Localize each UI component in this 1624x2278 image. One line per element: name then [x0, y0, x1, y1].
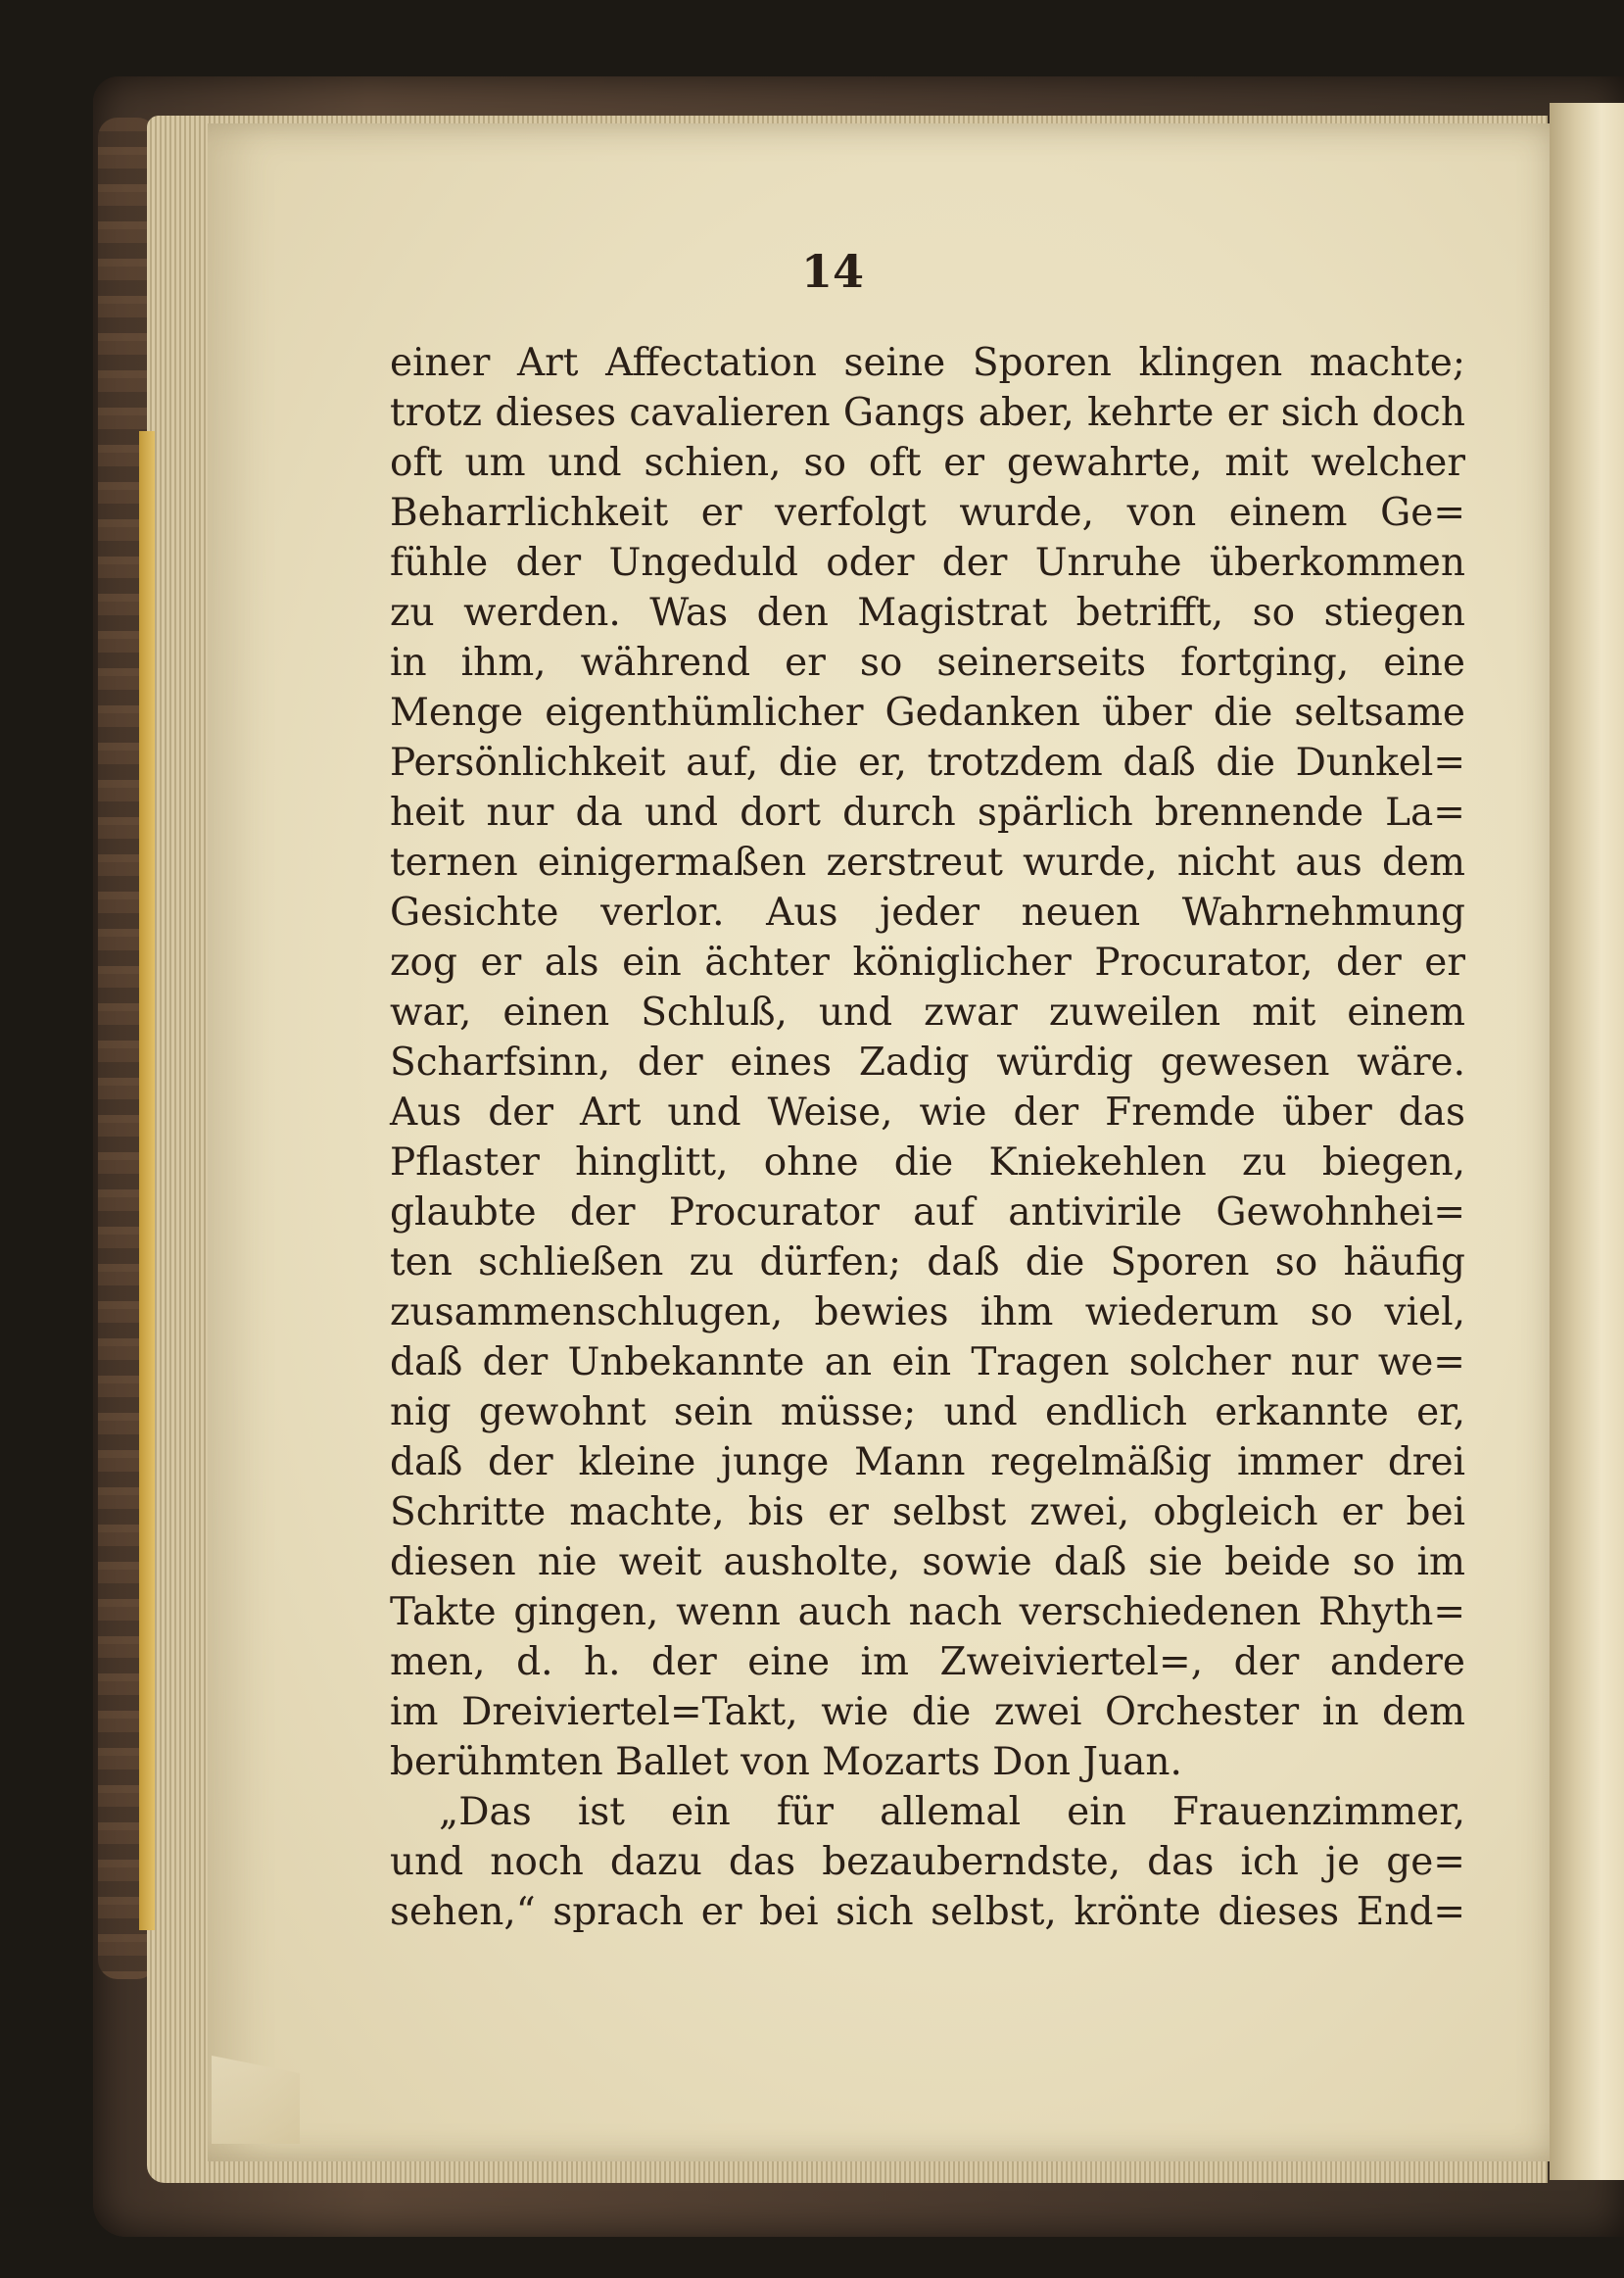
text-line: nig gewohnt sein müsse; und endlich erkannte er,	[390, 1390, 1465, 1434]
text-line: fühle der Ungeduld oder der Unruhe überkommen	[390, 541, 1465, 585]
text-line: einer Art Affectation seine Sporen klingen machte;	[390, 341, 1465, 385]
text-line: Menge eigenthümlicher Gedanken über die seltsame	[390, 691, 1465, 735]
facing-page-gutter	[1550, 103, 1624, 2180]
text-line: und noch dazu das bezauberndste, das ich je ge=	[390, 1840, 1465, 1884]
text-line: zog er als ein ächter königlicher Procurator, der er	[390, 941, 1465, 985]
text-line: berühmten Ballet von Mozarts Don Juan.	[390, 1740, 1182, 1784]
text-line: im Dreiviertel=Takt, wie die zwei Orchester in dem	[390, 1690, 1465, 1734]
text-line: heit nur da und dort durch spärlich brennende La=	[390, 791, 1465, 835]
text-line: Gesichte verlor. Aus jeder neuen Wahrnehmung	[390, 891, 1465, 935]
text-line: in ihm, während er so seinerseits fortging, eine	[390, 641, 1465, 685]
text-line: ten schließen zu dürfen; daß die Sporen so häufig	[390, 1240, 1465, 1284]
text-line: glaubte der Procurator auf antivirile Gewohnhei=	[390, 1190, 1465, 1235]
text-line: Scharfsinn, der eines Zadig würdig gewesen wäre.	[390, 1041, 1465, 1085]
text-line: zu werden. Was den Magistrat betrifft, so stiegen	[390, 591, 1465, 635]
text-line: daß der kleine junge Mann regelmäßig immer drei	[390, 1440, 1465, 1484]
text-line: Pflaster hinglitt, ohne die Kniekehlen zu biegen,	[390, 1140, 1465, 1185]
text-line: trotz dieses cavalieren Gangs aber, kehrte er sich doch	[390, 391, 1465, 435]
text-line: oft um und schien, so oft er gewahrte, mit welcher	[390, 441, 1465, 485]
page-number: 14	[800, 245, 864, 298]
text-line: sehen,“ sprach er bei sich selbst, krönte dieses End=	[390, 1890, 1465, 1934]
text-line: zusammenschlugen, bewies ihm wiederum so viel,	[390, 1290, 1465, 1334]
bookmark-strip	[139, 431, 155, 1930]
text-line: war, einen Schluß, und zwar zuweilen mit einem	[390, 991, 1465, 1035]
text-line: ternen einigermaßen zerstreut wurde, nicht aus dem	[390, 841, 1465, 885]
page-text	[390, 338, 1465, 1937]
text-line: diesen nie weit ausholte, sowie daß sie beide so im	[390, 1540, 1465, 1584]
text-line: men, d. h. der eine im Zweiviertel=, der andere	[390, 1640, 1465, 1684]
text-line: Takte gingen, wenn auch nach verschiedenen Rhyth=	[390, 1590, 1465, 1634]
text-line: daß der Unbekannte an ein Tragen solcher nur we=	[390, 1340, 1465, 1384]
text-line: „Das ist ein für allemal ein Frauenzimmer,	[439, 1790, 1465, 1834]
text-line: Beharrlichkeit er verfolgt wurde, von einem Ge=	[390, 491, 1465, 535]
text-line: Schritte machte, bis er selbst zwei, obgleich er bei	[390, 1490, 1465, 1534]
text-line: Aus der Art und Weise, wie der Fremde über das	[390, 1091, 1465, 1135]
text-line: Persönlichkeit auf, die er, trotzdem daß die Dunkel=	[390, 741, 1465, 785]
